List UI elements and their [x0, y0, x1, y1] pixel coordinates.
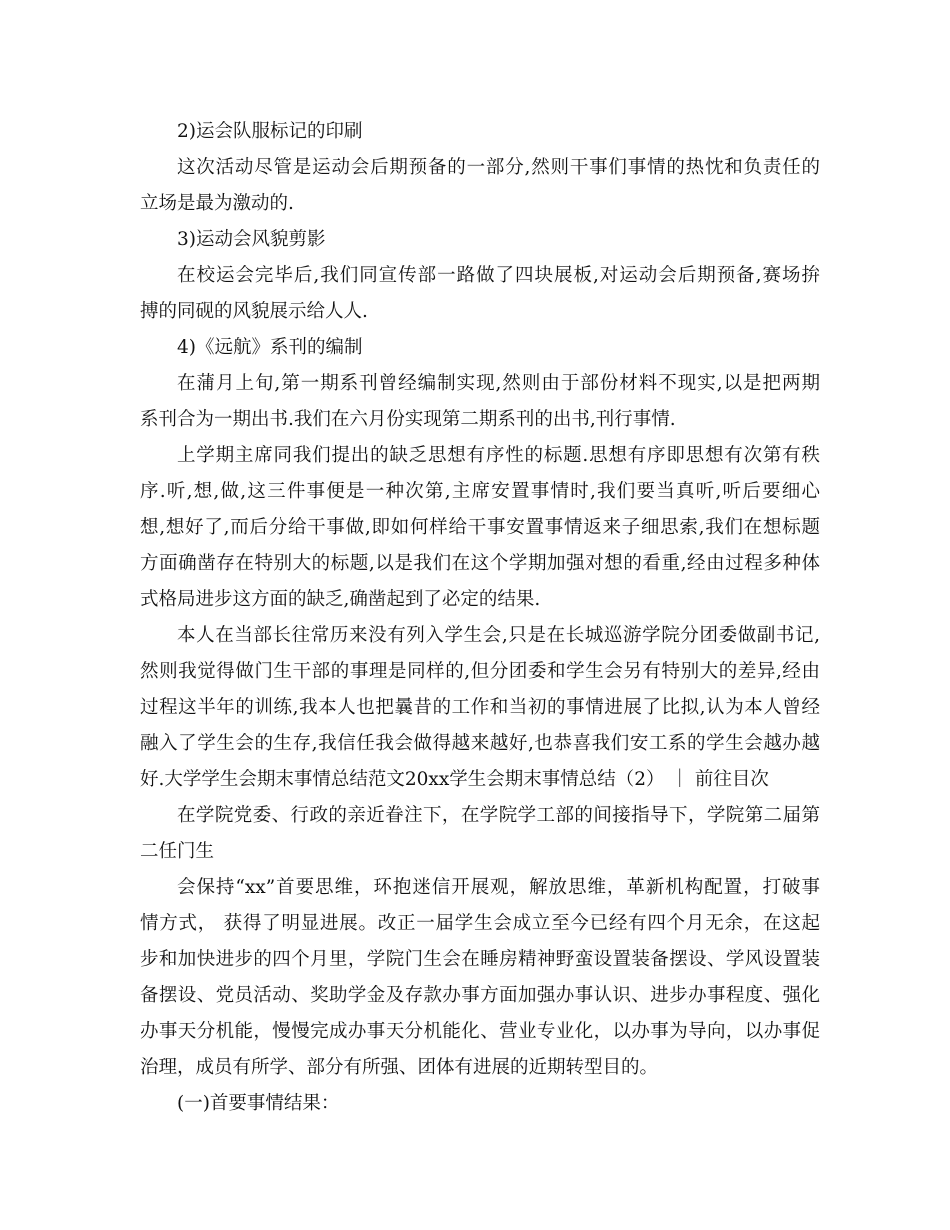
- paragraph-line: 步和加快进步的四个月里，学院门生会在睡房精神野蛮设置装备摆设、学风设置装: [140, 949, 820, 970]
- paragraph-line: 在蒲月上旬,第一期系刊曾经编制实现,然则由于部份材料不现实,以是把两期: [177, 373, 820, 394]
- paragraph-line: 会保持“xx”首要思维，环抱迷信开展观，解放思维，革新机构配置，打破事: [177, 877, 820, 898]
- paragraph-line: 序.听,想,做,这三件事便是一种次第,主席安置事情时,我们要当真听,听后要细心: [140, 481, 820, 502]
- paragraph-line: 系刊合为一期出书.我们在六月份实现第二期系刊的出书,刊行事情.: [140, 409, 676, 430]
- paragraph-line: 过程这半年的训练,我本人也把曩昔的工作和当初的事情进展了比拟,认为本人曾经: [140, 697, 820, 718]
- paragraph-line: 融入了学生会的生存,我信任我会做得越来越好,也恭喜我们安工系的学生会越办越: [140, 733, 820, 754]
- paragraph-line: 然则我觉得做门生干部的事理是同样的,但分团委和学生会另有特别大的差异,经由: [140, 661, 820, 682]
- paragraph-line: 二任门生: [140, 841, 215, 862]
- paragraph-line: 在学院党委、行政的亲近眷注下，在学院学工部的间接指导下，学院第二届第: [177, 805, 820, 826]
- subheading-main-results: (一)首要事情结果：: [177, 1093, 340, 1114]
- subheading-sports-photos: 3)运动会风貌剪影: [177, 229, 326, 250]
- paragraph-line: 上学期主席同我们提出的缺乏思想有序性的标题.思想有序即思想有次第有秩: [177, 445, 820, 466]
- paragraph-line-with-link: 好.大学学生会期末事情总结范文20xx学生会期末事情总结（2） ｜ 前往目次: [140, 769, 769, 790]
- paragraph-line: 办事天分机能，慢慢完成办事天分机能化、营业专业化，以办事为导向，以办事促: [140, 1021, 820, 1042]
- paragraph-line: 搏的同砚的风貌展示给人人.: [140, 301, 368, 322]
- paragraph-line: 治理，成员有所学、部分有所强、团体有进展的近期转型目的。: [140, 1057, 659, 1078]
- paragraph-line: 方面确凿存在特别大的标题,以是我们在这个学期加强对想的看重,经由过程多种体: [140, 553, 820, 574]
- paragraph-line: 想,想好了,而后分给干事做,即如何样给干事安置事情返来子细思索,我们在想标题: [140, 517, 820, 538]
- paragraph-line: 情方式， 获得了明显进展。改正一届学生会成立至今已经有四个月无余，在这起: [140, 913, 820, 934]
- paragraph-line: 式格局进步这方面的缺乏,确凿起到了必定的结果.: [140, 589, 541, 610]
- subheading-yuanhang-journal: 4)《远航》系刊的编制: [177, 337, 363, 358]
- paragraph-line: 在校运会完毕后,我们同宣传部一路做了四块展板,对运动会后期预备,赛场拚: [177, 265, 820, 286]
- paragraph-line: 立场是最为激动的.: [140, 193, 294, 214]
- paragraph-line: 这次活动尽管是运动会后期预备的一部分,然则干事们事情的热忱和负责任的: [177, 157, 820, 178]
- paragraph-line: 本人在当部长往常历来没有列入学生会,只是在长城巡游学院分团委做副书记,: [177, 625, 820, 646]
- paragraph-line: 备摆设、党员活动、奖助学金及存款办事方面加强办事认识、进步办事程度、强化: [140, 985, 820, 1006]
- subheading-uniform-printing: 2)运会队服标记的印刷: [177, 121, 363, 142]
